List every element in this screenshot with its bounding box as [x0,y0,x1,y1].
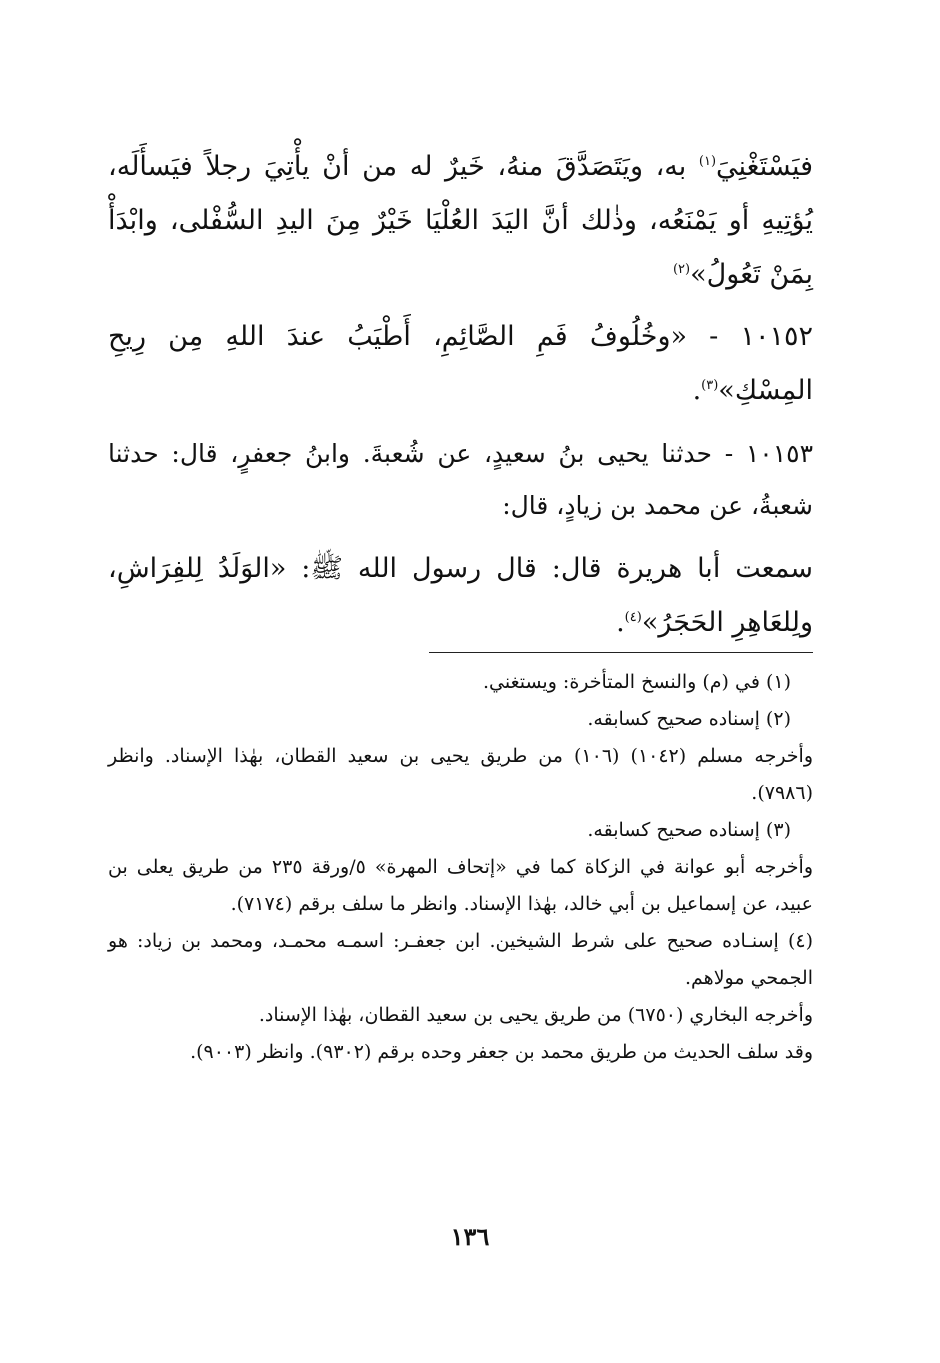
footnote-ref-3[interactable]: (٣) [701,378,719,393]
footnotes [108,664,813,1071]
footnote-ref-1[interactable]: (١) [698,154,717,169]
hadith-text: فيَسْتَغْنِيَ [716,151,813,182]
footnote-1: (١) في (م) والنسخ المتأخرة: ويستغني. [482,671,791,693]
hadith-text: سمعت أبا هريرة قال: قال رسول الله ﷺ: «الوَلَدُ لِلفِرَاشِ، ولِلعَاهِرِ الحَجَرُ» [108,553,813,638]
footnote-2: (٢) إسناده صحيح كسابقه. [587,708,791,730]
footnote-4: (٤) إسنـاده صحيح على شرط الشيخين. ابن جعفـر: اسمـه محمـد، ومحمد بن زياد: هو الجمحي مولاهم. [108,930,813,989]
hadith-text: به، ويَتَصَدَّقَ منهُ، خَيرٌ له من أنْ يأْتِيَ رجلاً فيَسأَلَه، يُؤتِيهِ أو يَمْنَعُه، وذٰلك أنَّ اليَدَ العُلْيَا خَيْرٌ مِنَ اليدِ السُّفْلى، وابْدَأْ بِمَنْ تَعُولُ» [108,151,813,290]
footnote-4-detail: وأخرجه البخاري (٦٧٥٠) من طريق يحيى بن سعيد القطان، بهٰذا الإسناد. [258,1004,813,1026]
hadith-end: . [616,607,625,638]
footnote-2-detail: وأخرجه مسلم (١٠٤٢) (١٠٦) من طريق يحيى بن سعيد القطان، بهٰذا الإسناد. وانظر (٧٩٨٦). [108,745,813,804]
hadith-10153-isnad [108,428,813,532]
footnote-4-detail-2: وقد سلف الحديث من طريق محمد بن جعفر وحده برقم (٩٣٠٢). وانظر (٩٠٠٣). [190,1041,813,1063]
hadith-10152 [108,310,813,418]
footnote-ref-2[interactable]: (٢) [672,262,691,277]
hadith-end: . [692,375,702,406]
footnote-divider [429,652,813,653]
hadith-10153-matn [108,542,813,650]
hadith-continuation [108,140,813,302]
footnote-ref-4[interactable]: (٤) [624,610,642,625]
footnote-3: (٣) إسناده صحيح كسابقه. [587,819,791,841]
isnad-text: ١٠١٥٣ - حدثنا يحيى بنُ سعيدٍ، عن شُعبةَ. وابنُ جعفرٍ، قال: حدثنا شعبةُ، عن محمد بن زيادٍ، قال: [108,439,813,520]
footnote-3-detail: وأخرجه أبو عوانة في الزكاة كما في «إتحاف المهرة» ٥/ورقة ٢٣٥ من طريق يعلى بن عبيد، عن إسماعيل بن أبي خالد، بهٰذا الإسناد. وانظر ما سلف برقم (٧١٧٤). [108,856,814,915]
hadith-text: ١٠١٥٢ - «وخُلُوفُ فَمِ الصَّائِمِ، أَطْيَبُ عندَ اللهِ مِن رِيحِ المِسْكِ» [108,321,813,406]
main-text [108,140,813,658]
page-number: ١٣٦ [450,1222,490,1251]
